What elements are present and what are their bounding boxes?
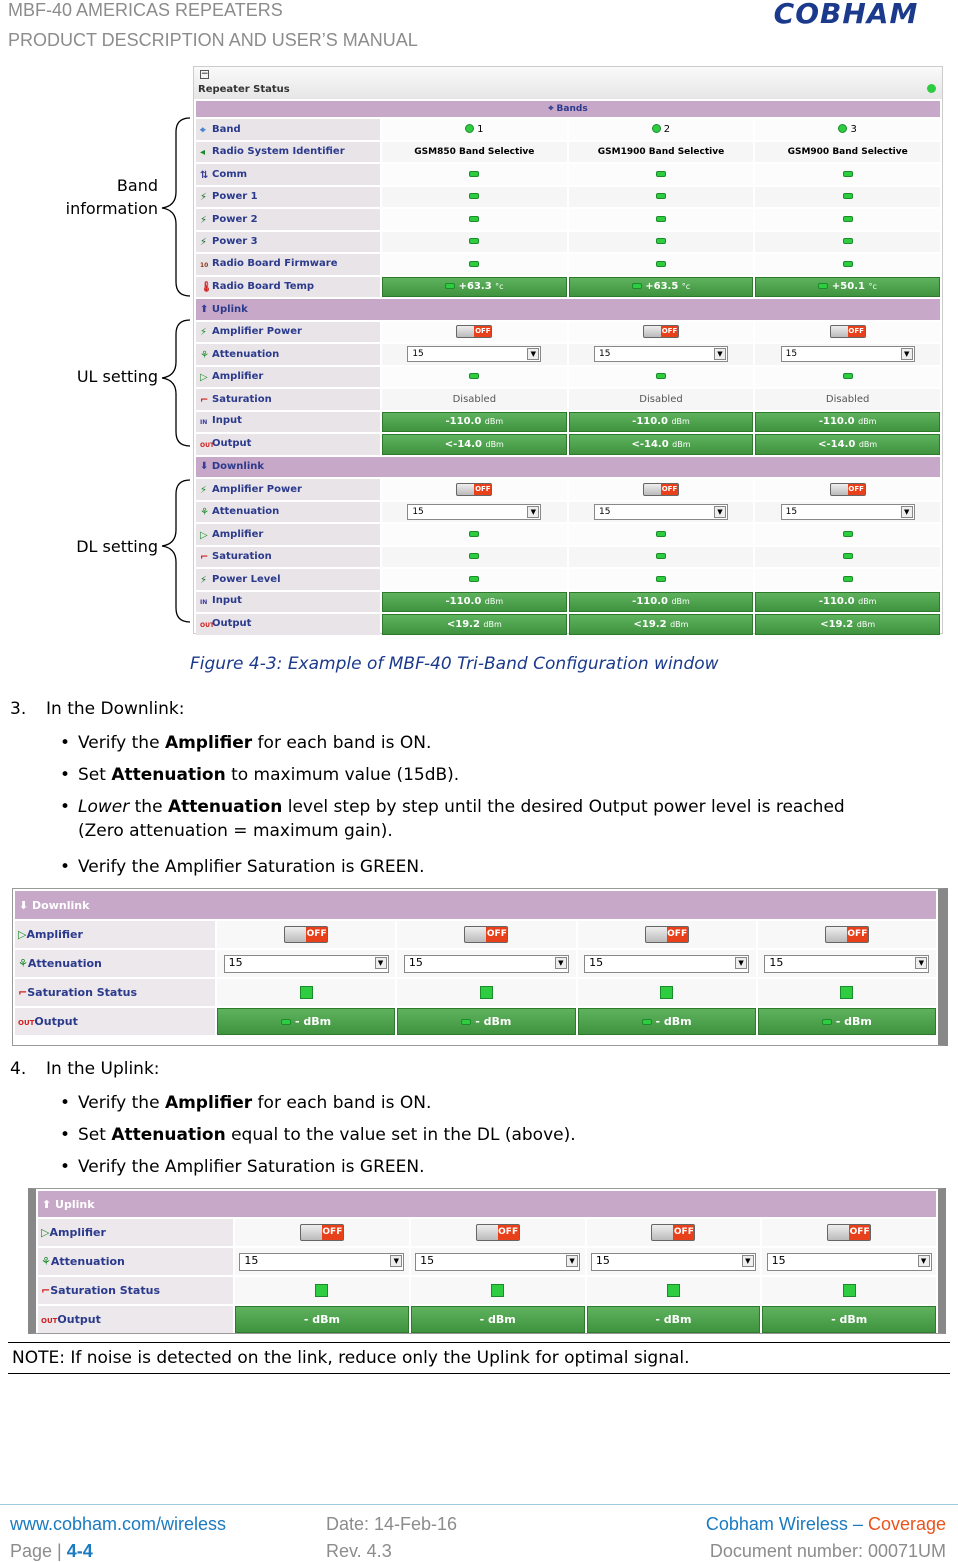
comm-row	[196, 164, 940, 185]
downlink-section-row	[196, 457, 940, 478]
dl-amp-power-toggle[interactable]: OFF	[643, 483, 679, 496]
saturation-value: Disabled	[755, 389, 940, 410]
collapse-icon[interactable]: −	[201, 69, 209, 79]
status-led-icon	[656, 576, 666, 582]
saturation-value: Disabled	[382, 389, 567, 410]
band-number-row: ⌖ Band 1 2 3	[196, 119, 940, 140]
status-led-icon	[843, 576, 853, 582]
uplink-label: Uplink	[211, 303, 248, 315]
bullet-text: Verify the Amplifier Saturation is GREEN.	[78, 857, 425, 877]
section-label: Uplink	[55, 1197, 95, 1211]
dl-amp-power-toggle[interactable]: OFF	[456, 483, 492, 496]
input-icon: IN	[200, 419, 208, 427]
saturation-ok-icon	[480, 986, 493, 999]
status-led-icon	[843, 193, 853, 199]
row-label: Saturation	[212, 551, 272, 563]
status-led-icon	[843, 171, 853, 177]
footer-date: Date: 14-Feb-16	[326, 1514, 458, 1534]
arrow-up-icon: ⬆	[200, 303, 212, 315]
dl-input-row: IN Input -110.0 dBm -110.0 dBm -110.0 dBm	[196, 592, 940, 613]
row-label: Attenuation	[212, 348, 280, 360]
output-value: - dBm	[655, 1015, 692, 1028]
ul-output-value: <-14.0	[631, 438, 669, 450]
radio-system-value: GSM900 Band Selective	[755, 142, 940, 163]
attenuation-icon: ⚘	[200, 349, 209, 361]
cobham-logo	[748, 0, 944, 26]
downlink-label: Downlink	[211, 461, 265, 473]
dl-power-level-row	[196, 569, 940, 590]
status-led-icon	[843, 261, 853, 267]
status-led-icon	[656, 193, 666, 199]
footer-coverage: Coverage	[867, 1514, 946, 1534]
chevron-down-icon: ▼	[918, 1255, 930, 1267]
doc-header-title: MBF-40 AMERICAS REPEATERS	[8, 0, 283, 20]
output-icon: OUT	[200, 441, 215, 449]
saturation-ok-icon	[660, 986, 673, 999]
amp-plug-icon: ⚡	[200, 484, 208, 496]
band-led-icon	[465, 124, 474, 133]
amplifier-toggle[interactable]: OFF	[476, 1224, 520, 1241]
power1-row	[196, 187, 940, 208]
logo-text: COBHAM	[773, 0, 919, 26]
ul-setting-label: UL setting	[76, 367, 158, 386]
figure-caption: Figure 4-3: Example of MBF-40 Tri-Band Configuration window	[190, 654, 719, 674]
arrow-down-icon: ⬇	[19, 898, 33, 912]
step-text: In the Uplink:	[46, 1059, 160, 1079]
ul-input-value: -110.0	[818, 416, 855, 428]
amplifier-icon: ▷	[18, 928, 27, 941]
status-led-icon	[822, 1019, 832, 1025]
row-label: Saturation	[212, 393, 272, 405]
footer-revision: Rev. 4.3	[326, 1541, 392, 1561]
temp-unit: °c	[495, 282, 504, 292]
saturation-ok-icon	[667, 1284, 680, 1297]
status-led-icon	[461, 1019, 471, 1025]
output-value: - dBm	[835, 1015, 872, 1028]
row-label: Comm	[212, 168, 248, 180]
output-value: - dBm	[475, 1015, 512, 1028]
attenuation-select[interactable]: 15 ▼	[591, 1253, 756, 1271]
amplifier-icon: ▷	[200, 529, 208, 541]
row-label: Power 1	[212, 191, 258, 203]
status-led-icon	[843, 553, 853, 559]
footer-document-number: Document number: 00071UM	[709, 1541, 946, 1561]
dl-input-value: -110.0	[818, 596, 855, 608]
arrow-up-icon: ⬆	[42, 1197, 56, 1211]
chevron-down-icon: ▼	[901, 506, 913, 518]
bands-header-row	[196, 101, 940, 117]
dl-setting-label: DL setting	[76, 537, 158, 556]
bullet-text: Set Attenuation equal to the value set in the DL (above).	[78, 1125, 576, 1145]
dl-amp-power-toggle[interactable]: OFF	[830, 483, 866, 496]
row-label: Power 2	[212, 213, 258, 225]
bullet-text: Set Attenuation to maximum value (15dB).	[78, 765, 460, 785]
status-led-icon	[469, 531, 479, 537]
row-label: Output	[212, 617, 252, 629]
chevron-down-icon: ▼	[735, 957, 747, 969]
status-led-icon	[656, 261, 666, 267]
chevron-down-icon: ▼	[555, 957, 567, 969]
footer-website-link[interactable]: www.cobham.com/wireless	[10, 1514, 227, 1534]
band-number: 1	[477, 123, 484, 135]
status-led-icon	[656, 553, 666, 559]
ul-attenuation-row	[196, 344, 940, 365]
amp-plug-icon: ⚡	[200, 327, 208, 339]
ul-input-row: IN Input -110.0 dBm -110.0 dBm -110.0 dBm	[196, 412, 940, 433]
row-label: Input	[212, 415, 242, 427]
amplifier-toggle[interactable]: OFF	[651, 1224, 695, 1241]
ul-amplifier-row	[196, 367, 940, 388]
attenuation-select[interactable]: 15 ▼	[584, 955, 749, 973]
chevron-down-icon: ▼	[915, 957, 927, 969]
dl-attenuation-select[interactable]: 15 ▼	[594, 504, 728, 520]
bullet-text: Verify the Amplifier for each band is ON.	[78, 733, 432, 753]
saturation-curve-icon: ⌐	[41, 1284, 51, 1297]
panel-title: Repeater Status	[198, 84, 290, 95]
status-led-icon	[642, 1019, 652, 1025]
status-led-icon	[843, 216, 853, 222]
attenuation-select[interactable]: 15 ▼	[239, 1253, 404, 1271]
power3-row	[196, 232, 940, 253]
ul-attenuation-select[interactable]: 15 ▼	[594, 346, 728, 362]
amplifier-toggle[interactable]: OFF	[300, 1224, 344, 1241]
status-led-icon	[656, 238, 666, 244]
dl-output-value: <19.2	[820, 618, 854, 630]
note-box: NOTE: If noise is detected on the link, reduce only the Uplink for optimal signal.	[8, 1342, 950, 1374]
bullet: •	[60, 797, 71, 817]
status-led-icon	[445, 283, 455, 289]
ul-output-value: <-14.0	[444, 438, 482, 450]
chevron-down-icon: ▼	[901, 348, 913, 360]
chevron-down-icon: ▼	[566, 1255, 578, 1267]
status-led-icon	[469, 373, 479, 379]
dl-input-value: -110.0	[445, 596, 482, 608]
step-number: 3.	[10, 699, 27, 719]
amplifier-icon: ▷	[41, 1226, 50, 1239]
status-led-icon	[469, 576, 479, 582]
amplifier-icon: ▷	[200, 372, 208, 384]
dl-input-value: -110.0	[632, 596, 668, 608]
saturation-value: Disabled	[569, 389, 754, 410]
radio-system-value: GSM850 Band Selective	[382, 142, 567, 163]
dl-output-value: <19.2	[633, 618, 667, 630]
doc-header-subtitle: PRODUCT DESCRIPTION AND USER’S MANUAL	[8, 30, 418, 50]
row-label: Power Level	[212, 573, 281, 585]
row-label: Power 3	[212, 236, 258, 248]
status-led-icon	[843, 531, 853, 537]
saturation-ok-icon	[315, 1284, 328, 1297]
step-number: 4.	[10, 1059, 27, 1079]
section-label: Downlink	[32, 898, 90, 912]
status-led-icon	[469, 216, 479, 222]
row-label: Amplifier	[212, 371, 264, 383]
row-label: Output	[34, 1015, 78, 1028]
row-label: Attenuation	[27, 957, 102, 970]
amplifier-toggle[interactable]: OFF	[825, 926, 869, 943]
plug-icon: ⚡	[200, 237, 208, 249]
row-label: Output	[212, 437, 252, 449]
downlink-screenshot	[12, 888, 948, 1046]
input-icon: IN	[200, 599, 208, 607]
temp-value: +63.3	[458, 281, 492, 293]
arrow-down-icon: ⬇	[200, 461, 212, 473]
antenna-icon: ⌖	[548, 104, 557, 114]
temp-value: +63.5	[645, 281, 679, 293]
amplifier-toggle[interactable]: OFF	[464, 926, 508, 943]
saturation-curve-icon: ⌐	[200, 394, 209, 406]
plug-icon: ⚡	[200, 574, 208, 586]
row-label: Attenuation	[212, 506, 280, 518]
band-number: 2	[663, 123, 671, 135]
temp-unit: °c	[681, 282, 691, 292]
bullet: •	[60, 733, 71, 753]
radio-system-value: GSM1900 Band Selective	[569, 142, 754, 163]
bullet: •	[60, 765, 71, 785]
plug-icon: ⚡	[200, 192, 208, 204]
band-led-icon	[838, 124, 847, 133]
attenuation-select[interactable]: 15 ▼	[224, 955, 389, 973]
ul-amp-power-toggle[interactable]: OFF	[456, 325, 492, 338]
bullet: •	[60, 857, 71, 877]
bullet: •	[60, 1093, 71, 1113]
step-text: In the Downlink:	[46, 699, 185, 719]
footer-page: Page | 4-4	[10, 1541, 93, 1561]
ul-amp-power-toggle[interactable]: OFF	[830, 325, 866, 338]
status-led-icon	[843, 373, 853, 379]
ul-attenuation-select[interactable]: 15 ▼	[407, 346, 541, 362]
output-value: - dBm	[411, 1306, 585, 1333]
output-value: - dBm	[294, 1015, 332, 1028]
bullet: •	[60, 1157, 71, 1177]
bullet-text: Verify the Amplifier for each band is ON.	[78, 1093, 432, 1113]
saturation-curve-icon: ⌐	[200, 552, 209, 564]
thermometer-icon: 🌡	[200, 282, 213, 294]
row-label: Saturation Status	[50, 1284, 160, 1297]
chevron-down-icon: ▼	[742, 1255, 754, 1267]
attenuation-select[interactable]: 15 ▼	[404, 955, 569, 973]
ul-brace	[162, 320, 190, 446]
dl-output-row: OUTOutput <19.2 dBm <19.2 dBm <19.2 dBm	[196, 614, 940, 635]
row-label: Amplifier	[212, 528, 264, 540]
chevron-down-icon: ▼	[527, 506, 539, 518]
ul-amp-power-row	[196, 322, 940, 343]
row-label: Radio System Identifier	[212, 146, 345, 158]
output-value: - dBm	[762, 1306, 936, 1333]
saturation-ok-icon	[840, 986, 853, 999]
status-led-icon	[927, 84, 936, 93]
ul-input-value: -110.0	[632, 416, 668, 428]
dl-attenuation-row	[196, 502, 940, 523]
uplink-section-row	[196, 299, 940, 320]
dl-output-value: <19.2	[446, 618, 480, 630]
footer-divider	[0, 1504, 958, 1505]
saturation-ok-icon	[843, 1284, 856, 1297]
comm-icon: ⇅	[200, 169, 209, 181]
band-brace	[162, 118, 190, 296]
antenna-icon: ⌖	[200, 124, 206, 136]
chevron-down-icon: ▼	[375, 957, 387, 969]
temp-value: +50.1	[831, 281, 865, 293]
radio-temp-row	[196, 277, 940, 298]
dl-amplifier-row	[196, 524, 940, 545]
row-label: Saturation Status	[27, 986, 137, 999]
dl-brace	[162, 480, 190, 622]
row-label: Output	[57, 1313, 101, 1326]
row-label: Amplifier	[26, 928, 83, 941]
attenuation-icon: ⚘	[18, 957, 28, 970]
status-led-icon	[656, 171, 666, 177]
status-led-icon	[469, 193, 479, 199]
ul-amp-power-toggle[interactable]: OFF	[643, 325, 679, 338]
output-value: - dBm	[587, 1306, 761, 1333]
attenuation-select[interactable]: 15 ▼	[415, 1253, 580, 1271]
bullet-text: Lower the Attenuation level step by step until the desired Output power level is reached (Zero attenuation = maximum gain).	[78, 797, 845, 841]
attenuation-select[interactable]: 15 ▼	[764, 955, 929, 973]
bullet: •	[60, 1125, 71, 1145]
chevron-down-icon: ▼	[390, 1255, 402, 1267]
status-led-icon	[818, 283, 828, 289]
dl-attenuation-select[interactable]: 15 ▼	[407, 504, 541, 520]
status-led-icon	[469, 238, 479, 244]
status-grid	[194, 99, 942, 637]
band-led-icon	[652, 124, 661, 133]
status-panel-header	[194, 67, 942, 99]
signal-icon: ◂	[200, 147, 206, 159]
attenuation-icon: ⚘	[200, 507, 209, 519]
chevron-down-icon: ▼	[714, 348, 726, 360]
status-led-icon	[656, 373, 666, 379]
dl-attenuation-select[interactable]: 15 ▼	[781, 504, 915, 520]
row-label: Attenuation	[50, 1255, 125, 1268]
ul-output-row: OUTOutput <-14.0 dBm <-14.0 dBm <-14.0 dBm	[196, 434, 940, 455]
power2-row	[196, 209, 940, 230]
chevron-down-icon: ▼	[714, 506, 726, 518]
status-led-icon	[843, 238, 853, 244]
radio-system-identifier-row	[196, 142, 940, 163]
firmware-row	[196, 254, 940, 275]
attenuation-select[interactable]: 15 ▼	[767, 1253, 932, 1271]
status-led-icon	[281, 1019, 291, 1025]
status-led-icon	[632, 283, 642, 289]
repeater-status-screenshot	[193, 66, 943, 634]
band-number: 3	[850, 123, 857, 135]
binary-icon: 10	[200, 261, 209, 269]
amplifier-toggle[interactable]: OFF	[284, 926, 328, 943]
attenuation-icon: ⚘	[41, 1255, 51, 1268]
ul-input-value: -110.0	[445, 416, 482, 428]
ul-attenuation-select[interactable]: 15 ▼	[781, 346, 915, 362]
footer-company: Cobham Wireless – Coverage	[705, 1514, 946, 1534]
bands-label: Bands	[556, 104, 588, 114]
amplifier-toggle[interactable]: OFF	[827, 1224, 871, 1241]
row-label: Input	[212, 595, 242, 607]
status-led-icon	[656, 531, 666, 537]
row-label: Radio Board Temp	[212, 281, 315, 293]
page-number: 4-4	[66, 1541, 93, 1561]
uplink-screenshot	[28, 1188, 946, 1334]
output-icon: OUT	[18, 1019, 35, 1027]
status-led-icon	[469, 261, 479, 267]
dl-amp-power-row	[196, 479, 940, 500]
temp-unit: °c	[868, 282, 877, 292]
ul-output-value: <-14.0	[818, 438, 856, 450]
row-label: Amplifier Power	[212, 326, 302, 338]
chevron-down-icon: ▼	[527, 348, 539, 360]
ul-saturation-row	[196, 389, 940, 410]
row-label: Amplifier Power	[212, 483, 302, 495]
band-information-label: Band information	[65, 176, 158, 218]
saturation-ok-icon	[300, 986, 313, 999]
row-label: Amplifier	[49, 1226, 106, 1239]
output-icon: OUT	[41, 1317, 58, 1325]
status-led-icon	[656, 216, 666, 222]
status-led-icon	[469, 553, 479, 559]
amplifier-toggle[interactable]: OFF	[645, 926, 689, 943]
dl-saturation-row	[196, 547, 940, 568]
saturation-curve-icon: ⌐	[18, 986, 28, 999]
plug-icon: ⚡	[200, 214, 208, 226]
saturation-ok-icon	[491, 1284, 504, 1297]
output-value: - dBm	[235, 1306, 409, 1333]
status-led-icon	[469, 171, 479, 177]
output-icon: OUT	[200, 621, 215, 629]
row-label: Radio Board Firmware	[212, 257, 338, 269]
bullet-text: Verify the Amplifier Saturation is GREEN.	[78, 1157, 425, 1177]
